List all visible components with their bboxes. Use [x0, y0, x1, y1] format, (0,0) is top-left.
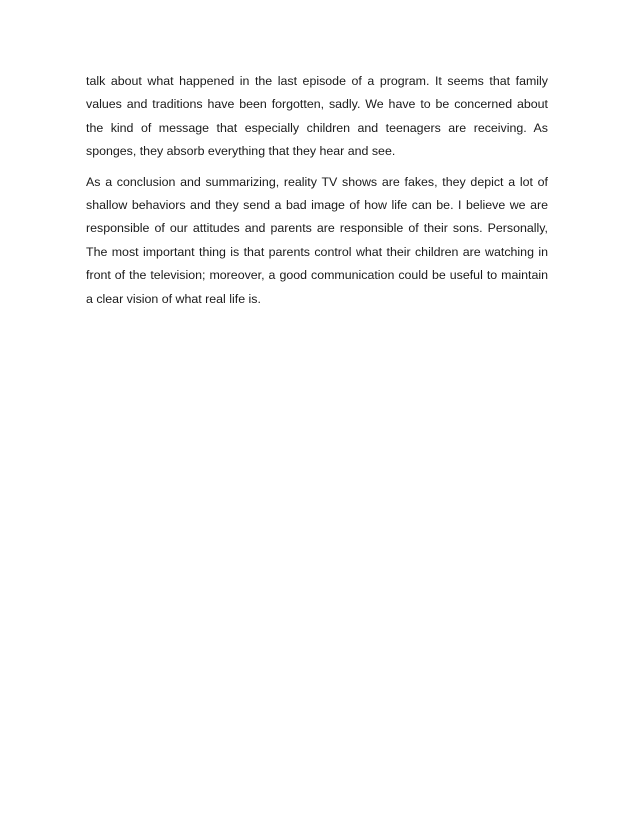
text-line: front of the television; moreover, a good communication could be useful to maintain	[86, 268, 548, 283]
document-body	[86, 70, 548, 311]
text-line: values and traditions have been forgotten, sadly. We have to be concerned about	[86, 97, 548, 112]
text-line: The most important thing is that parents control what their children are watching in	[86, 244, 548, 259]
paragraph-2	[86, 171, 548, 311]
text-line: shallow behaviors and they send a bad image of how life can be. I believe we are	[86, 198, 548, 213]
text-line: a clear vision of what real life is.	[86, 291, 261, 306]
paragraph-1	[86, 70, 548, 164]
text-line: talk about what happened in the last episode of a program. It seems that family	[86, 74, 548, 88]
text-line: As a conclusion and summarizing, reality TV shows are fakes, they depict a lot of	[86, 174, 548, 189]
text-line: the kind of message that especially children and teenagers are receiving. As	[86, 120, 548, 135]
text-line: responsible of our attitudes and parents are responsible of their sons. Personally,	[86, 221, 548, 236]
text-line: sponges, they absorb everything that they hear and see.	[86, 144, 396, 159]
